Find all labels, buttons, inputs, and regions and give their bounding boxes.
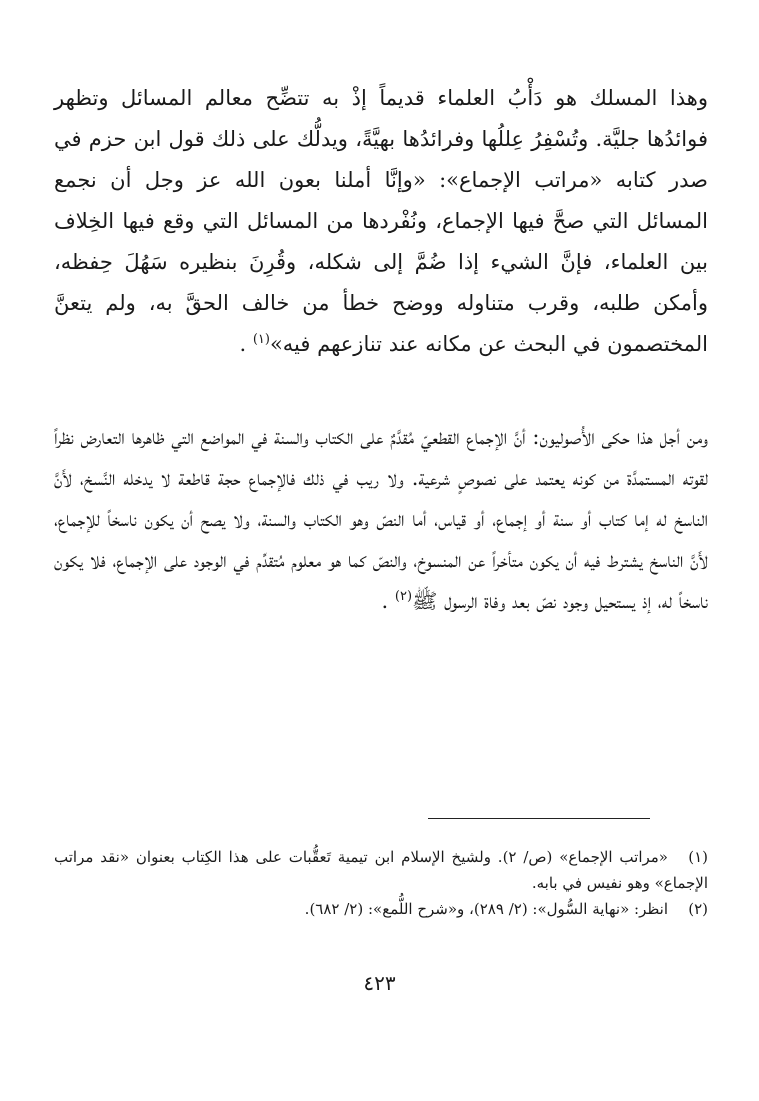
footnote-2-text: انظر: «نهاية السُّول»: (٢/ ٢٨٩)، و«شرح اللُّمع»: (٢/ ٦٨٢). [304, 900, 668, 918]
footnote-2-number: (٢) [688, 900, 708, 918]
footnote-1-text: «مراتب الإجماع» (ص/ ٢). ولشيخ الإسلام ابن تيمية تَعقُّبات على هذا الكِتاب بعنوان «نقد مراتب الإجماع» وهو نفيس في بابه. [54, 848, 708, 892]
paragraph-1-end: . [239, 332, 253, 356]
footnote-ref-2[interactable]: (٢) [394, 589, 413, 604]
body-paragraph-2 [54, 417, 708, 622]
footnote-separator [428, 818, 650, 819]
footnote-1 [54, 844, 708, 896]
paragraph-2-text: ومن أجل هذا حكى الأُصوليون: أنَّ الإجماع القطعيّ مُقدَّمٌ على الكتاب والسنة في المواضع التي ظاهرها التعارض نظراً لقوته المستمدَّة من كونه يعتمد على نصوصٍ شرعية. ولا ريب في ذلك فالإجماع حجة قاطعة لا يدخله النَّسخ، لأَنَّ الناسخ له إما كتاب أو سنة أو إجماع، أو قياس، أما النصّ وهو الكتاب والسنة، ولا يصح أن يكون ناسخاً للإجماع، لأَنَّ الناسخ يشترط فيه أن يكون متأخراً عن المنسوخ، والنصّ كما هو معلوم مُتقدِّم في الوجود على الإجماع، فلا يكون ناسخاً له، إذ يستحيل وجود نصّ بعد وفاة الرسول ﷺ [54, 425, 708, 613]
footnote-ref-1[interactable]: (١) [252, 332, 270, 347]
paragraph-2-end: . [381, 589, 395, 613]
footnote-2 [54, 896, 708, 922]
footnote-1-number: (١) [688, 848, 708, 866]
paragraph-1-text: وهذا المسلك هو دَأْبُ العلماء قديماً إذْ به تتضِّح معالم المسائل وتظهر فوائدُها جليَّة. وتُسْفِرُ عِللُها وفرائدُها بهيَّةً، ويدلُّك على ذلك قول ابن حزم في صدر كتابه «مراتب الإجماع»: «وإنَّا أملنا بعون الله عز وجل أن نجمع المسائل التي صحَّ فيها الإجماع، ونُفْردها من المسائل التي وقع فيها الخِلاف بين العلماء، فإنَّ الشيء إذا ضُمَّ إلى شكله، وقُرِنَ بنظيره سَهُلَ حِفظه، وأمكن طلبه، وقرب متناوله ووضح خطأ من خالف الحقَّ به، ولم يتعنَّ المختصمون في البحث عن مكانه عند تنازعهم فيه» [54, 86, 708, 356]
body-paragraph-1 [54, 78, 708, 365]
page-number: ٤٢٣ [363, 971, 396, 995]
